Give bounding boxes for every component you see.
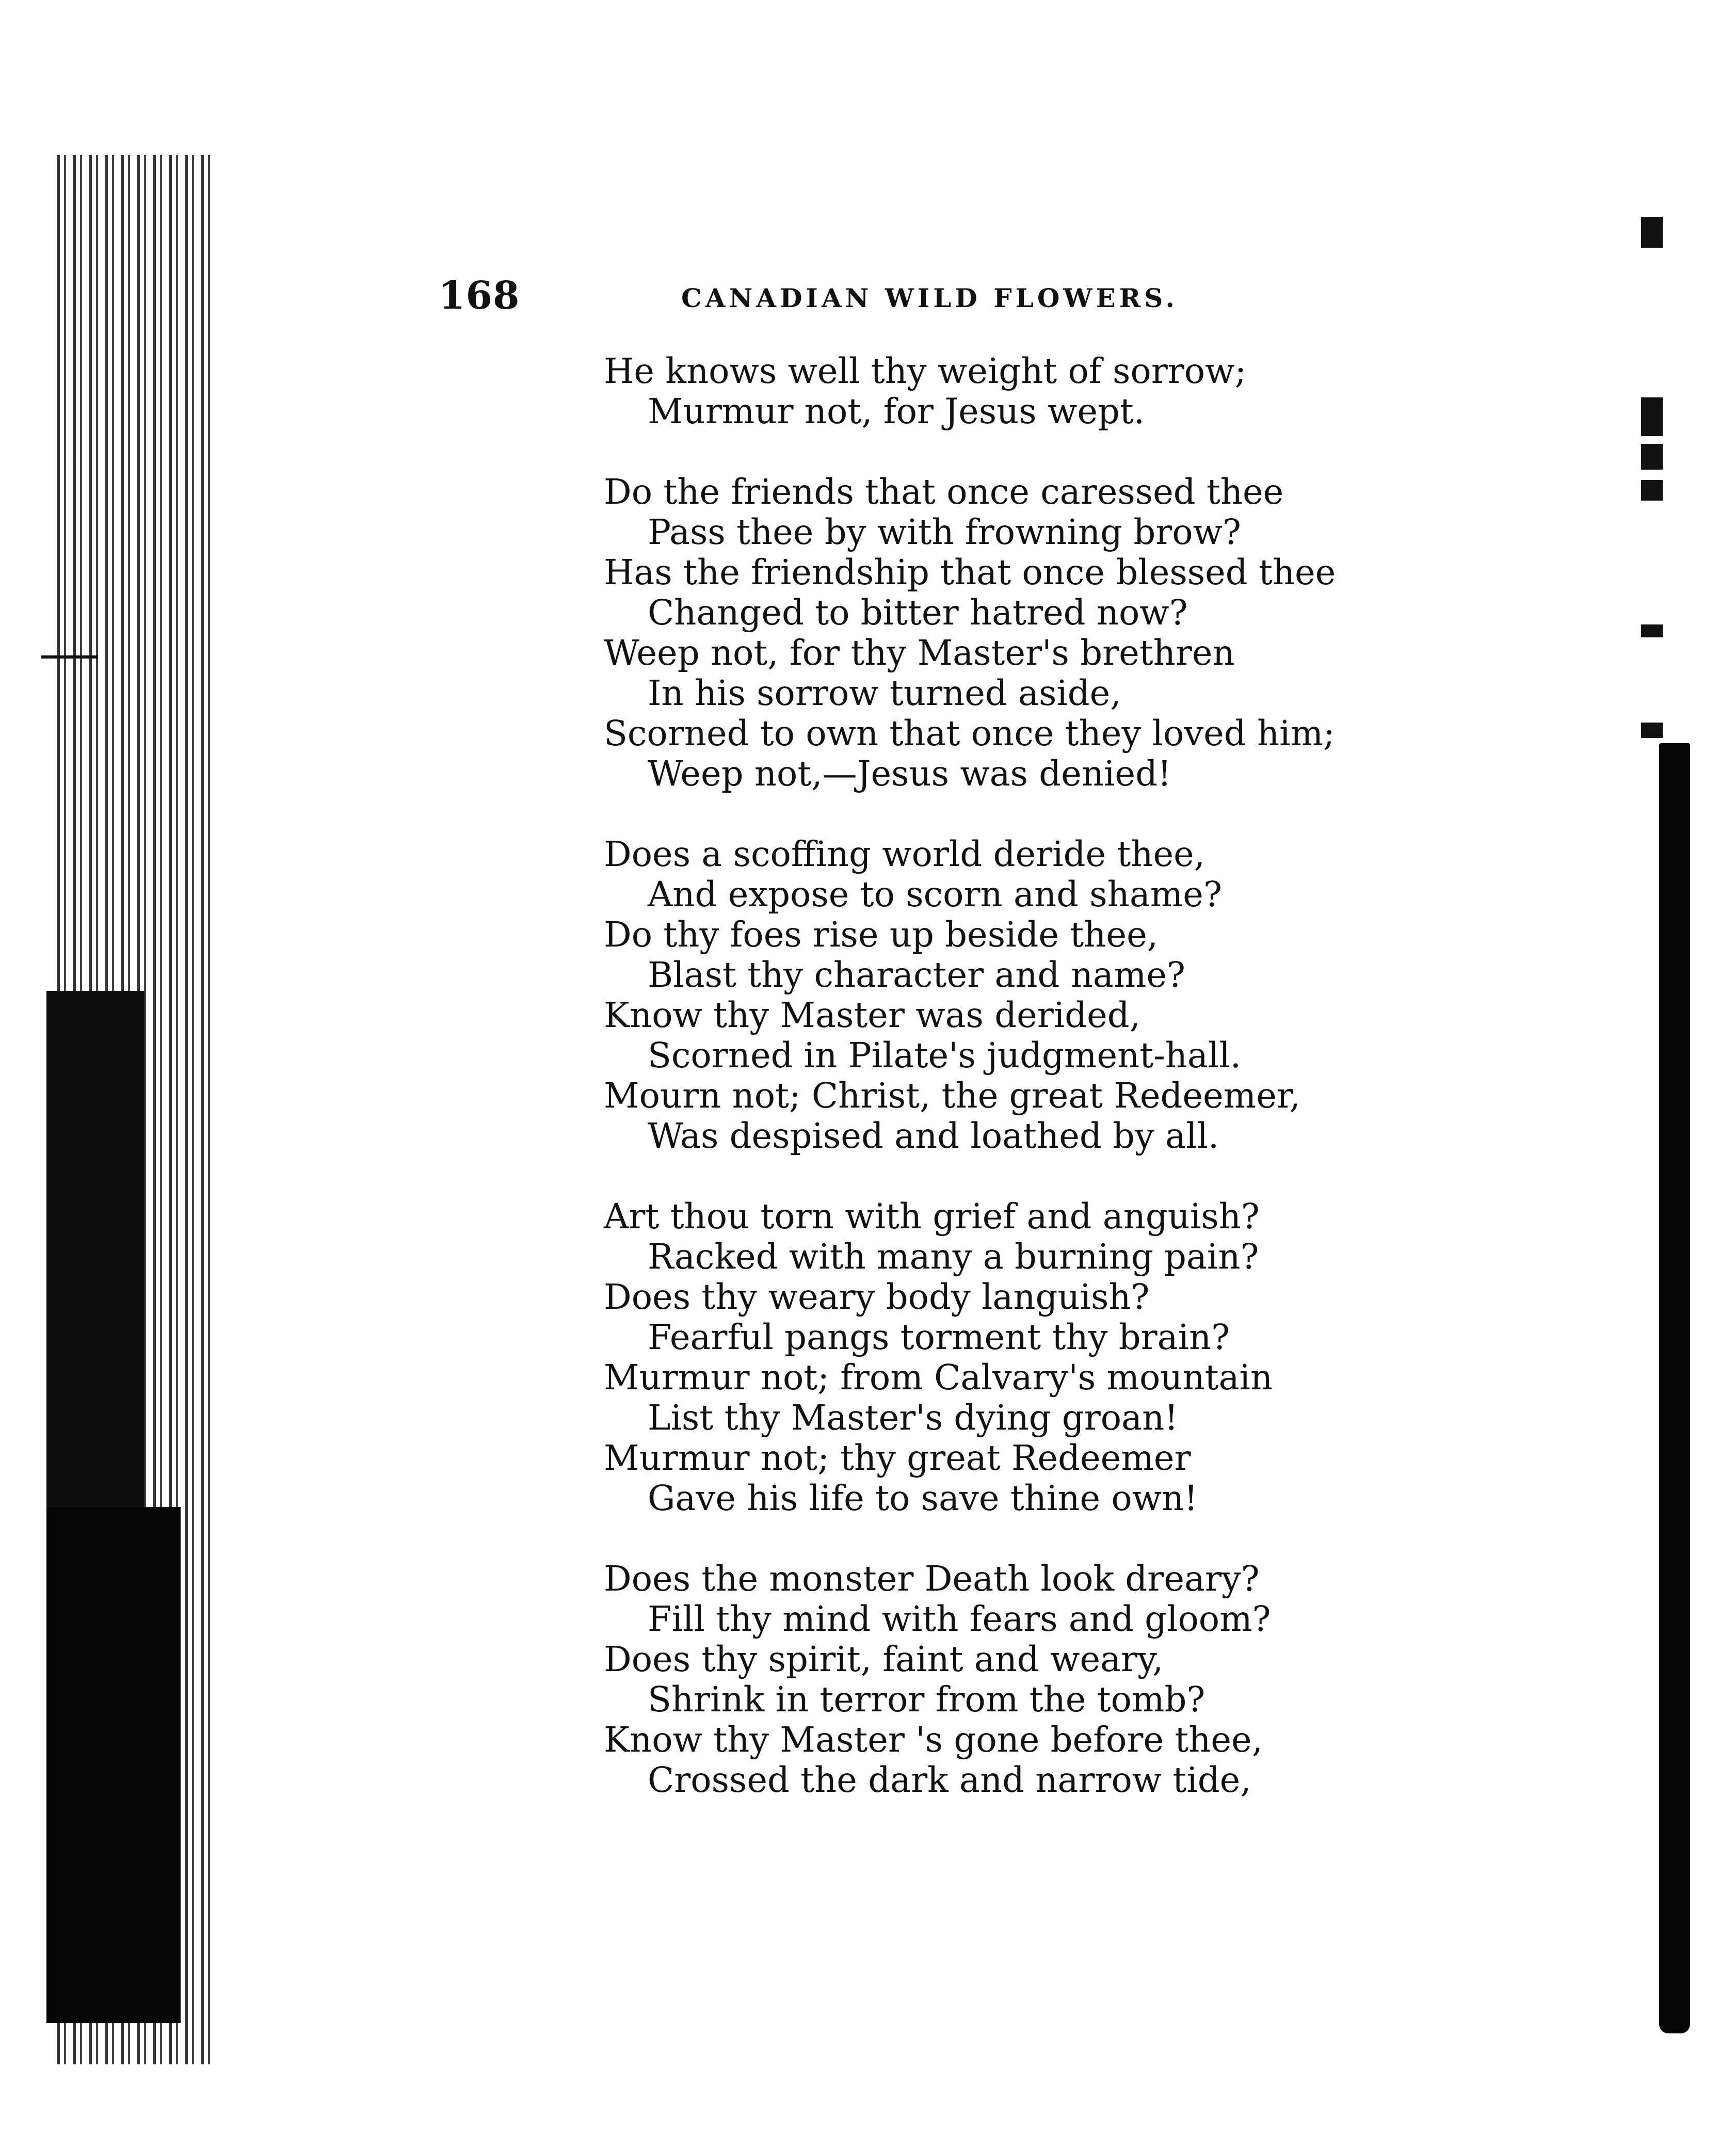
poem-line: Does thy spirit, faint and weary, [604,1639,1164,1679]
poem-line: Art thou torn with grief and anguish? [604,1196,1260,1237]
poem-body [604,351,1429,1840]
scan-edge-mark [1641,397,1663,436]
scan-gutter-shadow-lower [46,1507,181,2023]
poem-line: Mourn not; Christ, the great Redeemer, [604,1076,1300,1116]
poem-line: Know thy Master 's gone before thee, [604,1720,1263,1760]
poem-line: Gave his life to save thine own! [648,1478,1198,1518]
poem-line: Fearful pangs torment thy brain? [648,1317,1230,1357]
poem-line: Racked with many a burning pain? [648,1237,1259,1277]
poem-line: Murmur not; thy great Redeemer [604,1438,1191,1478]
poem-line: Know thy Master was derided, [604,995,1140,1035]
scan-mark [41,655,98,659]
poem-line: He knows well thy weight of sorrow; [604,351,1247,391]
poem-line: Weep not, for thy Master's brethren [604,633,1235,673]
poem-line: Was despised and loathed by all. [648,1116,1219,1156]
poem-line: Scorned to own that once they loved him; [604,713,1335,753]
scan-edge-mark [1641,723,1663,738]
stanza [604,1559,1429,1800]
poem-line: Does the monster Death look dreary? [604,1559,1260,1599]
stanza [604,472,1429,794]
page-number: 168 [439,274,520,318]
page-header [439,274,1213,320]
poem-line: In his sorrow turned aside, [648,673,1121,713]
running-head: CANADIAN WILD FLOWERS. [681,283,1178,313]
poem-line: Fill thy mind with fears and gloom? [648,1599,1271,1639]
poem-line: Does thy weary body languish? [604,1277,1150,1317]
poem-line: Does a scoffing world deride thee, [604,834,1205,874]
poem-line: Pass thee by with frowning brow? [648,512,1241,552]
poem-line: Murmur not; from Calvary's mountain [604,1357,1273,1398]
stanza [604,1196,1429,1518]
poem-line: Do the friends that once caressed thee [604,472,1284,512]
scan-edge-mark [1641,624,1663,637]
poem-line: Do thy foes rise up beside thee, [604,915,1159,955]
poem-line: Crossed the dark and narrow tide, [648,1760,1251,1800]
poem-line: Shrink in terror from the tomb? [648,1679,1205,1720]
poem-line: Has the friendship that once blessed thee [604,552,1336,592]
scan-edge-mark [1641,217,1663,248]
poem-line: And expose to scorn and shame? [648,874,1222,915]
scan-edge-mark [1641,444,1663,470]
poem-line: Scorned in Pilate's judgment-hall. [648,1035,1242,1076]
scan-edge-mark [1641,480,1663,501]
poem-line: Murmur not, for Jesus wept. [648,391,1145,431]
stanza [604,351,1429,431]
poem-line: Weep not,—Jesus was denied! [648,753,1171,794]
poem-line: List thy Master's dying groan! [648,1398,1179,1438]
scan-gutter-shadow [46,991,144,1584]
poem-line: Blast thy character and name? [648,955,1185,995]
poem-line: Changed to bitter hatred now? [648,592,1188,633]
stanza [604,834,1429,1156]
scan-edge-right [1659,743,1690,2033]
